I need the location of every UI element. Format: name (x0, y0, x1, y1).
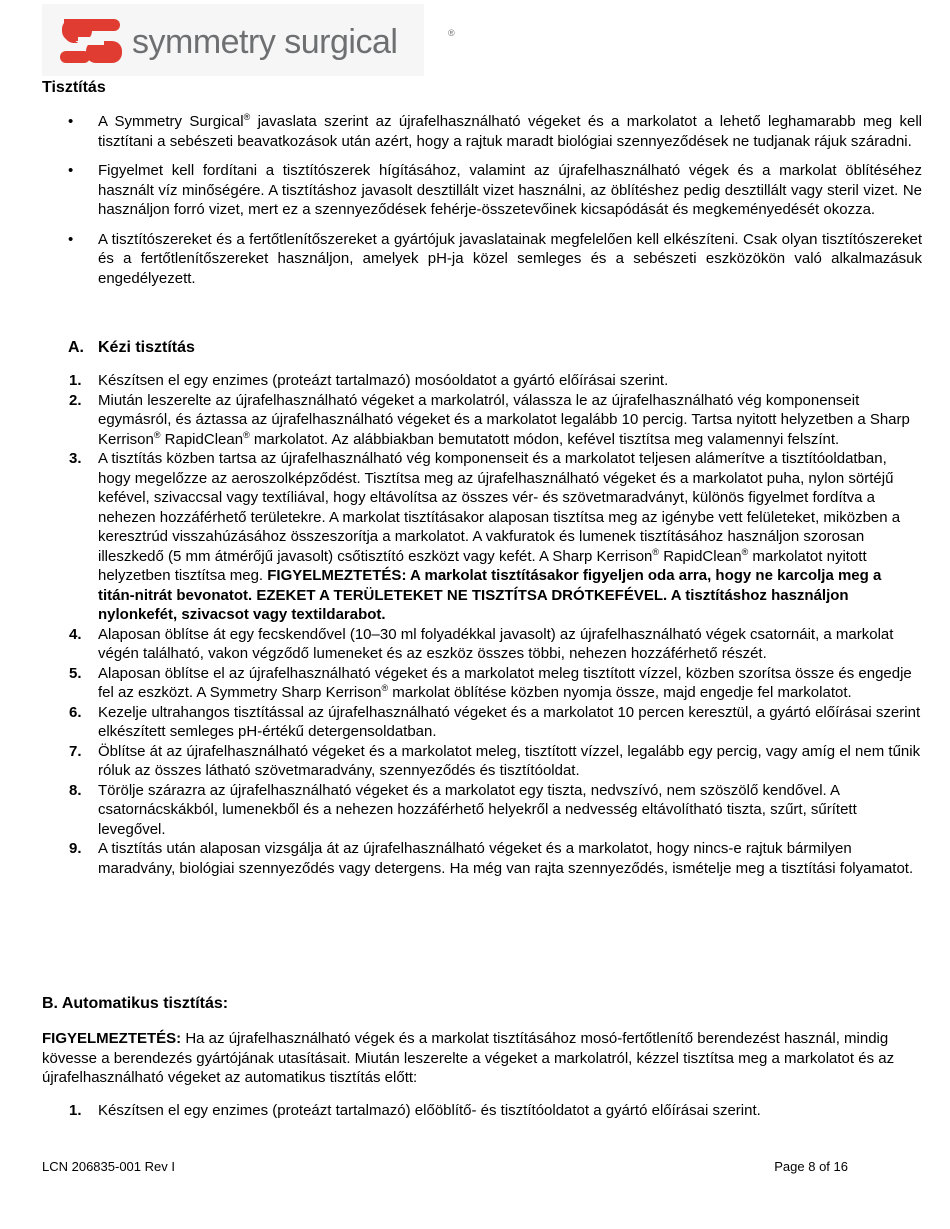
step-item: 2. Miután leszerelte az újrafelhasználható végeket a markolatról, válassza le az újrafelhasználható vég komponenseit egymásról, és áztassa az újrafelhasználható végeket és a markolatot legalább 10 percig. Tartsa nyitott helyzetben a Sharp Kerrison® RapidClean® markolatot. Az alábbiakban bemutatott módon, kefével tisztítsa meg valamennyi felszínt. (69, 391, 910, 448)
manual-cleaning-heading: A. Kézi tisztítás (68, 339, 195, 356)
step-item: 6. Kezelje ultrahangos tisztítással az újrafelhasználható végeket és a markolatot 10 percen keresztül, a gyártó előírásai szerint elkészített semleges pH-értékű detergensoldatban. (69, 703, 921, 740)
automatic-steps-list (42, 1101, 922, 1121)
page-number: Page 8 of 16 (774, 1159, 848, 1174)
bullet-dot: • (68, 230, 74, 248)
warning-text: FIGYELMEZTETÉS: A markolat tisztításakor figyeljen oda arra, hogy ne karcolja meg a titán-nitrát bevonatot. EZEKET A TERÜLETEKET NE TISZTÍTSA DRÓTKEFÉVEL. A tisztításhoz használjon nylonkefét, szivacsot vagy textildarabot. (98, 567, 882, 623)
automatic-warning-paragraph: FIGYELMEZTETÉS: Ha az újrafelhasználható végek és a markolat tisztításához mosó-fertőtlenítő berendezést használ, mindig kövesse a berendezés gyártójának utasításait. Miután leszerelte a végeket a markolatról, kézzel tisztítsa meg a markolatot és az újrafelhasználható végeket az automatikus tisztítás előtt: (42, 1030, 895, 1086)
bullet-list (42, 112, 922, 298)
logo-wordmark: symmetry surgical (132, 23, 398, 61)
document-number: LCN 206835-001 Rev I (42, 1159, 175, 1174)
company-logo (42, 4, 455, 76)
symmetry-logo-icon (56, 13, 126, 69)
step-item: 1. Készítsen el egy enzimes (proteázt tartalmazó) előöblítő- és tisztítóoldatot a gyártó előírásai szerint. (69, 1102, 761, 1119)
logo-registered-mark: ® (448, 28, 455, 38)
bullet-item: • Figyelmet kell fordítani a tisztítószerek hígításához, valamint az újrafelhasználható végek és a markolat öblítéséhez használt víz minőségére. A tisztításhoz javasolt desztillált vizet használni, az öblítéshez pedig desztillált vagy steril vizet. Ne használjon forró vizet, mert ez a szennyeződések fehérje-összetevőinek kicsapódását és megkeményedését okozza. (68, 162, 922, 218)
step-item: 7. Öblítse át az újrafelhasználható végeket és a markolatot meleg, tisztított vízzel, legalább egy percig, vagy amíg el nem tűnik róluk az összes látható szövetmaradvány, szennyeződés és tisztítóoldat. (69, 742, 921, 779)
step-item: 9. A tisztítás után alaposan vizsgálja át az újrafelhasználható végeket és a markolatot, hogy nincs-e rajtuk bármilyen maradvány, biológiai szennyeződés vagy detergens. Ha még van rajta szennyeződés, ismételje meg a tisztítási folyamatot. (69, 840, 914, 877)
step-item: 4. Alaposan öblítse át egy fecskendővel (10–30 ml folyadékkal javasolt) az újrafelhasználható végek csatornáit, a markolat végén található, vakon végződő lumeneket és az eszköz összes többi, nehezen hozzáférhető részét. (69, 625, 894, 662)
step-item: 8. Törölje szárazra az újrafelhasználható végeket és a markolatot egy tiszta, nedvszívó, nem szöszölő kendővel. A csatornácskákból, lumenekből és a nehezen hozzáférhető helyekről a nedvesség eltávolítható tiszta, szűrt, sűrített levegővel. (69, 781, 857, 838)
bullet-dot: • (68, 162, 74, 179)
section-title: Tisztítás (42, 79, 106, 96)
bullet-item: • A tisztítószereket és a fertőtlenítőszereket a gyártójuk javaslatainak megfelelően kell elkészíteni. Csak olyan tisztítószereket és a fertőtlenítőszereket használjon, amelyek pH-ja közel semleges és a sebészeti eszközökön való alkalmazásuk engedélyezett. (68, 230, 922, 287)
bullet-dot: • (68, 113, 74, 130)
step-item: 1. Készítsen el egy enzimes (proteázt tartalmazó) mosóoldatot a gyártó előírásai szerint. (69, 372, 669, 389)
bullet-item: • A Symmetry Surgical® javaslata szerint az újrafelhasználható végeket és a markolatot a lehető leghamarabb meg kell tisztítani a sebészeti beavatkozások után azért, hogy a rajtuk maradt biológiai szennyeződések ne tudjanak rájuk száradni. (68, 112, 922, 150)
manual-steps-list (42, 371, 922, 878)
warning-label: FIGYELMEZTETÉS: (42, 1030, 182, 1047)
automatic-cleaning-heading: B. Automatikus tisztítás: (42, 995, 229, 1012)
step-item: 5. Alaposan öblítse el az újrafelhasználható végeket és a markolatot meleg tisztított vízzel, közben szorítsa össze és engedje fel az eszközt. A Symmetry Sharp Kerrison® markolat öblítése közben nyomja össze, majd engedje fel markolatot. (69, 664, 912, 701)
step-item: 3. A tisztítás közben tartsa az újrafelhasználható vég komponenseit és a markolatot teljesen alámerítve a tisztítóoldatban, hogy megelőzze az aeroszolképződést. Tisztítsa meg az újrafelhasználható végeket és a markolatot puha, nylon sörtéjű kefével, szivaccsal vagy textíliával, hogy eltávolítsa az összes vér- és szövetmaradványt, különös figyelmet fordítva a nehezen hozzáférhető területekre. A markolat tisztításakor alaposan tisztítsa meg az igénybe vett felületeket, miközben a keresztrúd visszahúzásához összeszorítja a markolatot. A vakfuratok és lumenek tisztításához használjon szorosan illeszkedő (5 mm átmérőjű javasolt) csőtisztító eszközt vagy kefét. A Sharp Kerrison® RapidClean® markolatot nyitott helyzetben tisztítsa meg. FIGYELMEZTETÉS: A markolat tisztításakor figyeljen oda arra, hogy ne karcolja meg a titán-nitrát bevonatot. EZEKET A TERÜLETEKET NE TISZTÍTSA DRÓTKEFÉVEL. A tisztításhoz használjon nylonkefét, szivacsot vagy textildarabot. (69, 450, 901, 623)
